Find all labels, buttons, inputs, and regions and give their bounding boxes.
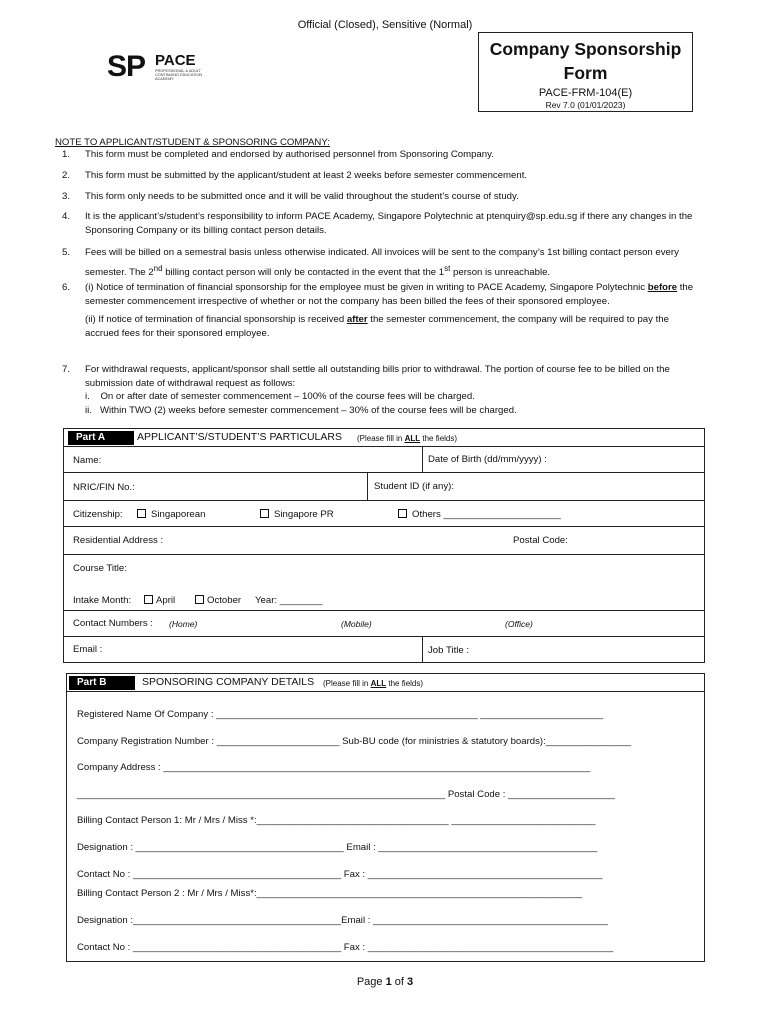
student-id-label: Student ID (if any):	[374, 481, 454, 492]
designation-1-email-field[interactable]: Designation : _______________________________________ Email : _________________________________________	[77, 842, 598, 853]
others-option[interactable]: Others ______________________	[398, 509, 561, 520]
job-title-label: Job Title :	[428, 645, 470, 656]
part-a-label: Part A	[68, 431, 134, 445]
form-revision: Rev 7.0 (01/01/2023)	[545, 100, 626, 110]
logo-pace-text: PACE	[155, 52, 196, 69]
designation-2-email-field[interactable]: Designation :_______________________________________Email : ____________________________________________	[77, 915, 608, 926]
mobile-label: (Mobile)	[341, 619, 372, 629]
page-number: Page 1 of 3	[356, 976, 414, 988]
row-citizenship	[64, 500, 704, 527]
contact-2-fax-field[interactable]: Contact No : _______________________________________ Fax : ______________________________________________	[77, 942, 614, 953]
citizenship-label: Citizenship:	[73, 509, 123, 520]
row-course	[64, 554, 704, 583]
april-checkbox[interactable]	[144, 595, 153, 604]
company-registration-field[interactable]: Company Registration Number : _______________________ Sub-BU code (for ministries & statutory boards):________________	[77, 736, 632, 747]
row-email	[64, 636, 704, 663]
email-label: Email :	[73, 644, 103, 655]
company-address-field[interactable]: Company Address : ________________________________________________________________________________	[77, 762, 591, 773]
april-option[interactable]: April	[144, 595, 175, 606]
nric-label: NRIC/FIN No.:	[73, 482, 135, 493]
part-a-section	[63, 428, 705, 663]
logo-sp-text: SP	[107, 50, 146, 83]
part-b-instruction: (Please fill in ALL the fields)	[323, 679, 424, 688]
singapore-pr-checkbox[interactable]	[260, 509, 269, 518]
row-name	[64, 446, 704, 473]
office-label: (Office)	[505, 619, 533, 629]
billing-contact-2-field[interactable]: Billing Contact Person 2 : Mr / Mrs / Miss*:_____________________________________________________________	[77, 888, 583, 899]
part-a-instruction: (Please fill in ALL the fields)	[357, 434, 458, 443]
contact-1-fax-field[interactable]: Contact No : _______________________________________ Fax : ____________________________________________	[77, 869, 603, 880]
singaporean-option[interactable]: Singaporean	[137, 509, 205, 520]
home-label: (Home)	[169, 619, 198, 629]
row-address	[64, 526, 704, 555]
singapore-pr-option[interactable]: Singapore PR	[260, 509, 334, 520]
sp-pace-logo	[107, 50, 203, 83]
company-postal-code-field[interactable]: _____________________________________________________________________ Postal Code : ____________________	[77, 789, 615, 800]
course-title-label: Course Title:	[73, 563, 127, 574]
address-label: Residential Address :	[73, 535, 164, 546]
classification-label: Official (Closed), Sensitive (Normal)	[297, 19, 473, 31]
row-nric	[64, 472, 704, 501]
intake-month-label: Intake Month:	[73, 595, 132, 606]
form-code: PACE-FRM-104(E)	[538, 87, 633, 99]
form-title-box	[478, 32, 693, 112]
dob-label: Date of Birth (dd/mm/yyyy) :	[428, 454, 547, 465]
year-field[interactable]: Year: ________	[255, 595, 323, 606]
part-b-label: Part B	[69, 676, 135, 690]
form-title: Company Sponsorship Form	[489, 39, 682, 83]
notes-heading: NOTE TO APPLICANT/STUDENT & SPONSORING COMPANY:	[55, 137, 330, 148]
contact-numbers-label: Contact Numbers :	[73, 618, 153, 629]
part-a-title: APPLICANT’S/STUDENT’S PARTICULARS	[137, 431, 342, 443]
others-checkbox[interactable]	[398, 509, 407, 518]
postal-code-label: Postal Code:	[513, 535, 568, 546]
row-intake	[64, 582, 704, 610]
logo-tagline: PROFESSIONAL & ADULT CONTINUING EDUCATION ACADEMY	[155, 69, 203, 82]
company-name-field[interactable]: Registered Name Of Company : _________________________________________________ _______________________	[77, 709, 603, 720]
part-b-title: SPONSORING COMPANY DETAILS	[142, 676, 315, 688]
name-label: Name:	[73, 455, 102, 466]
row-contact	[64, 610, 704, 637]
part-b-section	[66, 673, 705, 962]
billing-contact-1-field[interactable]: Billing Contact Person 1: Mr / Mrs / Miss *:____________________________________ ___________________________	[77, 815, 596, 826]
october-checkbox[interactable]	[195, 595, 204, 604]
singaporean-checkbox[interactable]	[137, 509, 146, 518]
october-option[interactable]: October	[195, 595, 241, 606]
